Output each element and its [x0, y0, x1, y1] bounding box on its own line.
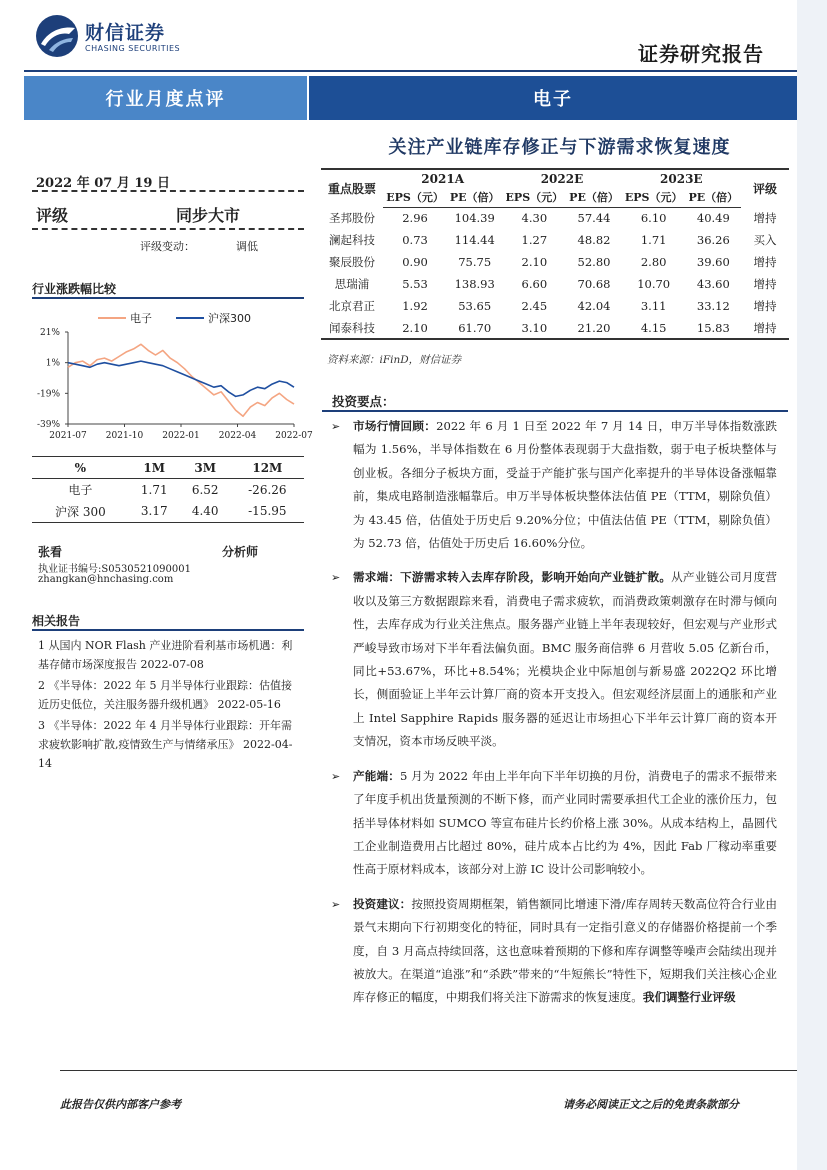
- table-cell: 0.90: [402, 255, 428, 269]
- table-header: 2021A: [383, 169, 502, 188]
- table-cell: 15.83: [686, 317, 741, 339]
- x-tick-label: 2022-07: [275, 431, 313, 441]
- stock-rating: 增持: [753, 277, 777, 291]
- table-cell: 42.04: [577, 299, 611, 313]
- table-cell: 6.10: [640, 211, 667, 226]
- stock-name: 思瑞浦: [334, 277, 370, 291]
- section-rule: [322, 410, 788, 412]
- footer-disclaimer-right: 请务必阅读正文之后的免责条款部分: [563, 1098, 739, 1111]
- table-cell: 6.60: [521, 277, 548, 291]
- stock-rating: 增持: [753, 211, 777, 225]
- company-logo: [35, 14, 185, 58]
- footer-rule: [60, 1070, 797, 1071]
- table-header-row: [32, 457, 304, 479]
- y-tick-label: -39%: [36, 420, 60, 430]
- table-cell: 104.39: [454, 211, 495, 226]
- table-cell: 53.65: [458, 299, 492, 313]
- logo-text-cn: 财信证券: [85, 22, 166, 44]
- table-cell: 1.27: [521, 233, 548, 247]
- stock-rating: 增持: [753, 255, 777, 269]
- point-text: 按照投资周期框架，销售额同比增速下滑/库存周转天数高位符合行业由景气末期向下行初期变化的特征，同时具有一定指引意义的存储器价格提前一个季度，自 3 月高点持续回落，这也意味着预期的下修和库存调整等噪声会陆续出现并被放大。在渠道“追涨”和“杀跌”带来的“牛短熊长”特性下，短期我们关注核心企业库存修正的幅度，中期我们将关注下游需求的恢复速度。: [353, 896, 777, 1005]
- x-tick-label: 2021-10: [105, 431, 144, 441]
- table-cell: 57.44: [577, 211, 611, 226]
- table-header: 评级: [741, 169, 789, 207]
- table-cell: 70.68: [577, 277, 611, 291]
- related-reports: [38, 636, 300, 775]
- performance-chart: [32, 306, 313, 446]
- arrow-bullet-icon: ➢: [331, 897, 341, 911]
- table-cell: 5.53: [402, 277, 428, 291]
- related-report-item[interactable]: 1 从国内 NOR Flash 产业进阶看利基市场机遇：利基存储市场深度报告 2022-07-08: [38, 639, 293, 671]
- table-header-row: [321, 169, 789, 188]
- table-cell: 2.96: [402, 211, 428, 226]
- stock-rating: 增持: [753, 299, 777, 313]
- point-text: 从产业链公司月度营收以及第三方数据跟踪来看，消费电子需求疲软，而消费政策刺激存在时滞与倾向性，去库存成为行业关注焦点。服务器产业链上半年表现较好，但宏观与产业形式严峻导致市场对下半年看法偏负面。BMC 服务商信骅 6 月营收 5.05 亿新台币，同比+53.67%，环比+8.54%；光模块企业中际旭创与新易盛 2022Q2 环比增长，侧面验证上半年云计算厂商的资本开支投入。但宏观经济层面上的通胀和产业上 Intel Sapphire Rapids 服务器的延迟让市场担心下半年云计算厂商的资本开支情况，资本市场反映平淡。: [353, 570, 777, 749]
- point-title: 需求端：下游需求转入去库存阶段，影响开始向产业链扩散。: [353, 570, 672, 585]
- stock-name: 澜起科技: [329, 233, 375, 247]
- y-tick-label: 1%: [45, 358, 60, 369]
- related-report-item[interactable]: 2 《半导体：2022 年 5 月半导体行业跟踪：估值接近历史低位，关注服务器升级机遇》 2022-05-16: [38, 679, 292, 711]
- point-tail: 我们调整行业评级: [642, 990, 736, 1005]
- point-title: 投资建议：: [353, 896, 412, 911]
- analyst-email[interactable]: zhangkan@hnchasing.com: [38, 574, 174, 585]
- table-cell: 40.49: [696, 211, 730, 226]
- y-tick-label: -19%: [36, 389, 60, 400]
- legend-label: 沪深300: [208, 312, 251, 325]
- table-cell: 138.93: [454, 277, 495, 291]
- stock-name: 闻泰科技: [321, 317, 383, 339]
- header-rule: [24, 70, 797, 72]
- table-header: 重点股票: [321, 169, 383, 207]
- point-text: 2022 年 6 月 1 日至 2022 年 7 月 14 日，申万半导体指数涨跌幅为 1.56%，半导体指数在 6 月份整体表现弱于大盘指数，弱于电子板块整体与创业板。各细分子板块方面，受益于产能扩张与国产化率提升的半导体设备涨幅靠前，集成电路制造涨幅靠后。申万半导体板块整体法估值 PE（TTM，剔除负值）为 43.45 倍，估值处于历史后 9.20%分位；中值法估值 PE（TTM，剔除负值）为 52.73 倍，估值处于历史后 16.60%分位。: [353, 419, 777, 551]
- table-row: [321, 273, 789, 295]
- stock-name: 北京君正: [329, 299, 375, 313]
- divider: [32, 228, 304, 230]
- table-row: [32, 479, 304, 501]
- investment-point: [325, 566, 777, 753]
- related-report-item[interactable]: 3 《半导体：2022 年 4 月半导体行业跟踪：开年需求疲软影响扩散,疫情致生产与情绪承压》 2022-04-14: [38, 719, 293, 770]
- table-row: [321, 229, 789, 251]
- point-title: 产能端：: [353, 768, 400, 783]
- logo-text-en: CHASING SECURITIES: [85, 44, 181, 53]
- report-date: 2022 年 07 月 19 日: [36, 176, 170, 191]
- table-cell: 114.44: [454, 233, 495, 247]
- stock-name: 聚辰股份: [329, 255, 375, 269]
- table-cell: 39.60: [696, 255, 730, 269]
- table-cell: 6.52: [191, 482, 219, 497]
- investment-point: [325, 415, 777, 555]
- arrow-bullet-icon: ➢: [331, 769, 341, 783]
- table-header: EPS（元）: [383, 188, 447, 207]
- series-line: [68, 344, 294, 416]
- table-cell: 电子: [68, 483, 93, 498]
- table-row: [32, 501, 304, 523]
- investment-points: [325, 415, 777, 1021]
- related-heading: 相关报告: [32, 614, 81, 628]
- table-cell: 48.82: [577, 233, 611, 247]
- table-cell: 52.80: [577, 255, 611, 269]
- table-header: 3M: [180, 457, 231, 479]
- x-tick-label: 2022-04: [218, 431, 257, 441]
- table-header: PE（倍）: [566, 188, 621, 207]
- table-header: %: [32, 457, 129, 479]
- table-cell: 3.10: [502, 317, 566, 339]
- side-strip: [797, 0, 827, 1170]
- investment-point: [325, 893, 777, 1010]
- analyst-cert: 执业证书编号:S0530521090001: [38, 564, 191, 575]
- table-cell: -15.95: [231, 501, 304, 523]
- footer-disclaimer-left: 此报告仅供内部客户参考: [60, 1098, 181, 1111]
- table-cell: 2.80: [640, 255, 667, 269]
- table-row: [321, 295, 789, 317]
- stock-rating: 增持: [741, 317, 789, 339]
- analyst-name: 张看: [38, 545, 63, 559]
- logo-mark-icon: [35, 14, 79, 58]
- x-tick-label: 2021-07: [49, 431, 87, 441]
- table-row: [321, 207, 789, 229]
- table-header: PE（倍）: [686, 188, 741, 207]
- arrow-bullet-icon: ➢: [331, 420, 341, 433]
- table-cell: 33.12: [696, 299, 730, 313]
- page-title: 关注产业链库存修正与下游需求恢复速度: [388, 137, 731, 158]
- table-cell: 43.60: [696, 277, 730, 291]
- point-text: 5 月为 2022 年由上半年向下半年切换的月份，消费电子的需求不振带来了年度手机出货量预测的不断下修，而产业同时需要承担代工企业的涨价压力，包括半导体材料如 SUMCO 等宣布硅片长约价格上涨 30%。从成本结构上，晶圆代工企业制造费用占比超过 80%，硅片成本占比约为 4%，因此 Fab 厂稼动率重要性高于原材料成本，该部分对上游 IC 设计公司影响较小。: [353, 768, 777, 877]
- table-cell: 61.70: [447, 317, 502, 339]
- table-cell: 21.20: [566, 317, 621, 339]
- table-header-row: [321, 188, 789, 207]
- performance-table: [32, 456, 304, 523]
- table-cell: 1.92: [402, 299, 428, 313]
- table-cell: 10.70: [637, 277, 671, 291]
- industry-band: 电子: [309, 76, 797, 120]
- x-tick-label: 2022-01: [162, 431, 200, 441]
- stock-name: 圣邦股份: [329, 211, 375, 225]
- section-rule: [32, 297, 304, 299]
- table-header: EPS（元）: [622, 188, 686, 207]
- table-row: [321, 251, 789, 273]
- table-header: 1M: [129, 457, 180, 479]
- table-cell: 2.10: [521, 255, 548, 269]
- table-cell: 3.11: [640, 299, 667, 313]
- table-cell: 36.26: [696, 233, 730, 247]
- stock-rating: 买入: [753, 233, 777, 247]
- rating-label: 评级: [36, 206, 69, 225]
- table-cell: 1.71: [140, 482, 168, 497]
- chart-heading: 行业涨跌幅比较: [32, 282, 117, 296]
- table-cell: 沪深 300: [32, 501, 129, 523]
- stocks-table: [321, 168, 789, 340]
- legend-label: 电子: [130, 312, 152, 325]
- category-band: 行业月度点评: [24, 76, 307, 120]
- table-cell: 3.17: [129, 501, 180, 523]
- table-header: PE（倍）: [447, 188, 502, 207]
- table-source: 资料来源：iFinD，财信证券: [327, 354, 462, 366]
- investment-point: [325, 765, 777, 882]
- table-cell: 4.30: [521, 211, 548, 226]
- table-cell: 4.15: [622, 317, 686, 339]
- arrow-bullet-icon: ➢: [331, 571, 341, 585]
- table-header: EPS（元）: [502, 188, 566, 207]
- table-cell: 0.73: [402, 233, 428, 247]
- section-rule: [32, 629, 304, 631]
- table-cell: 75.75: [458, 255, 492, 269]
- rating-value: 同步大市: [176, 206, 241, 225]
- rating-change-label: 评级变动：: [140, 240, 195, 253]
- point-title: 市场行情回顾：: [353, 419, 437, 433]
- table-cell: 1.71: [640, 233, 667, 247]
- table-cell: -26.26: [248, 482, 287, 497]
- investment-heading: 投资要点：: [332, 394, 395, 409]
- table-cell: 4.40: [180, 501, 231, 523]
- table-header: 2023E: [622, 169, 741, 188]
- divider: [32, 190, 304, 192]
- table-row: [321, 317, 789, 339]
- table-cell: 2.10: [383, 317, 447, 339]
- y-tick-label: 21%: [39, 328, 60, 338]
- table-header: 12M: [231, 457, 304, 479]
- rating-change-value: 调低: [236, 240, 258, 253]
- table-header: 2022E: [502, 169, 621, 188]
- analyst-role: 分析师: [222, 545, 259, 559]
- report-type: 证券研究报告: [638, 42, 764, 66]
- table-cell: 2.45: [521, 299, 548, 313]
